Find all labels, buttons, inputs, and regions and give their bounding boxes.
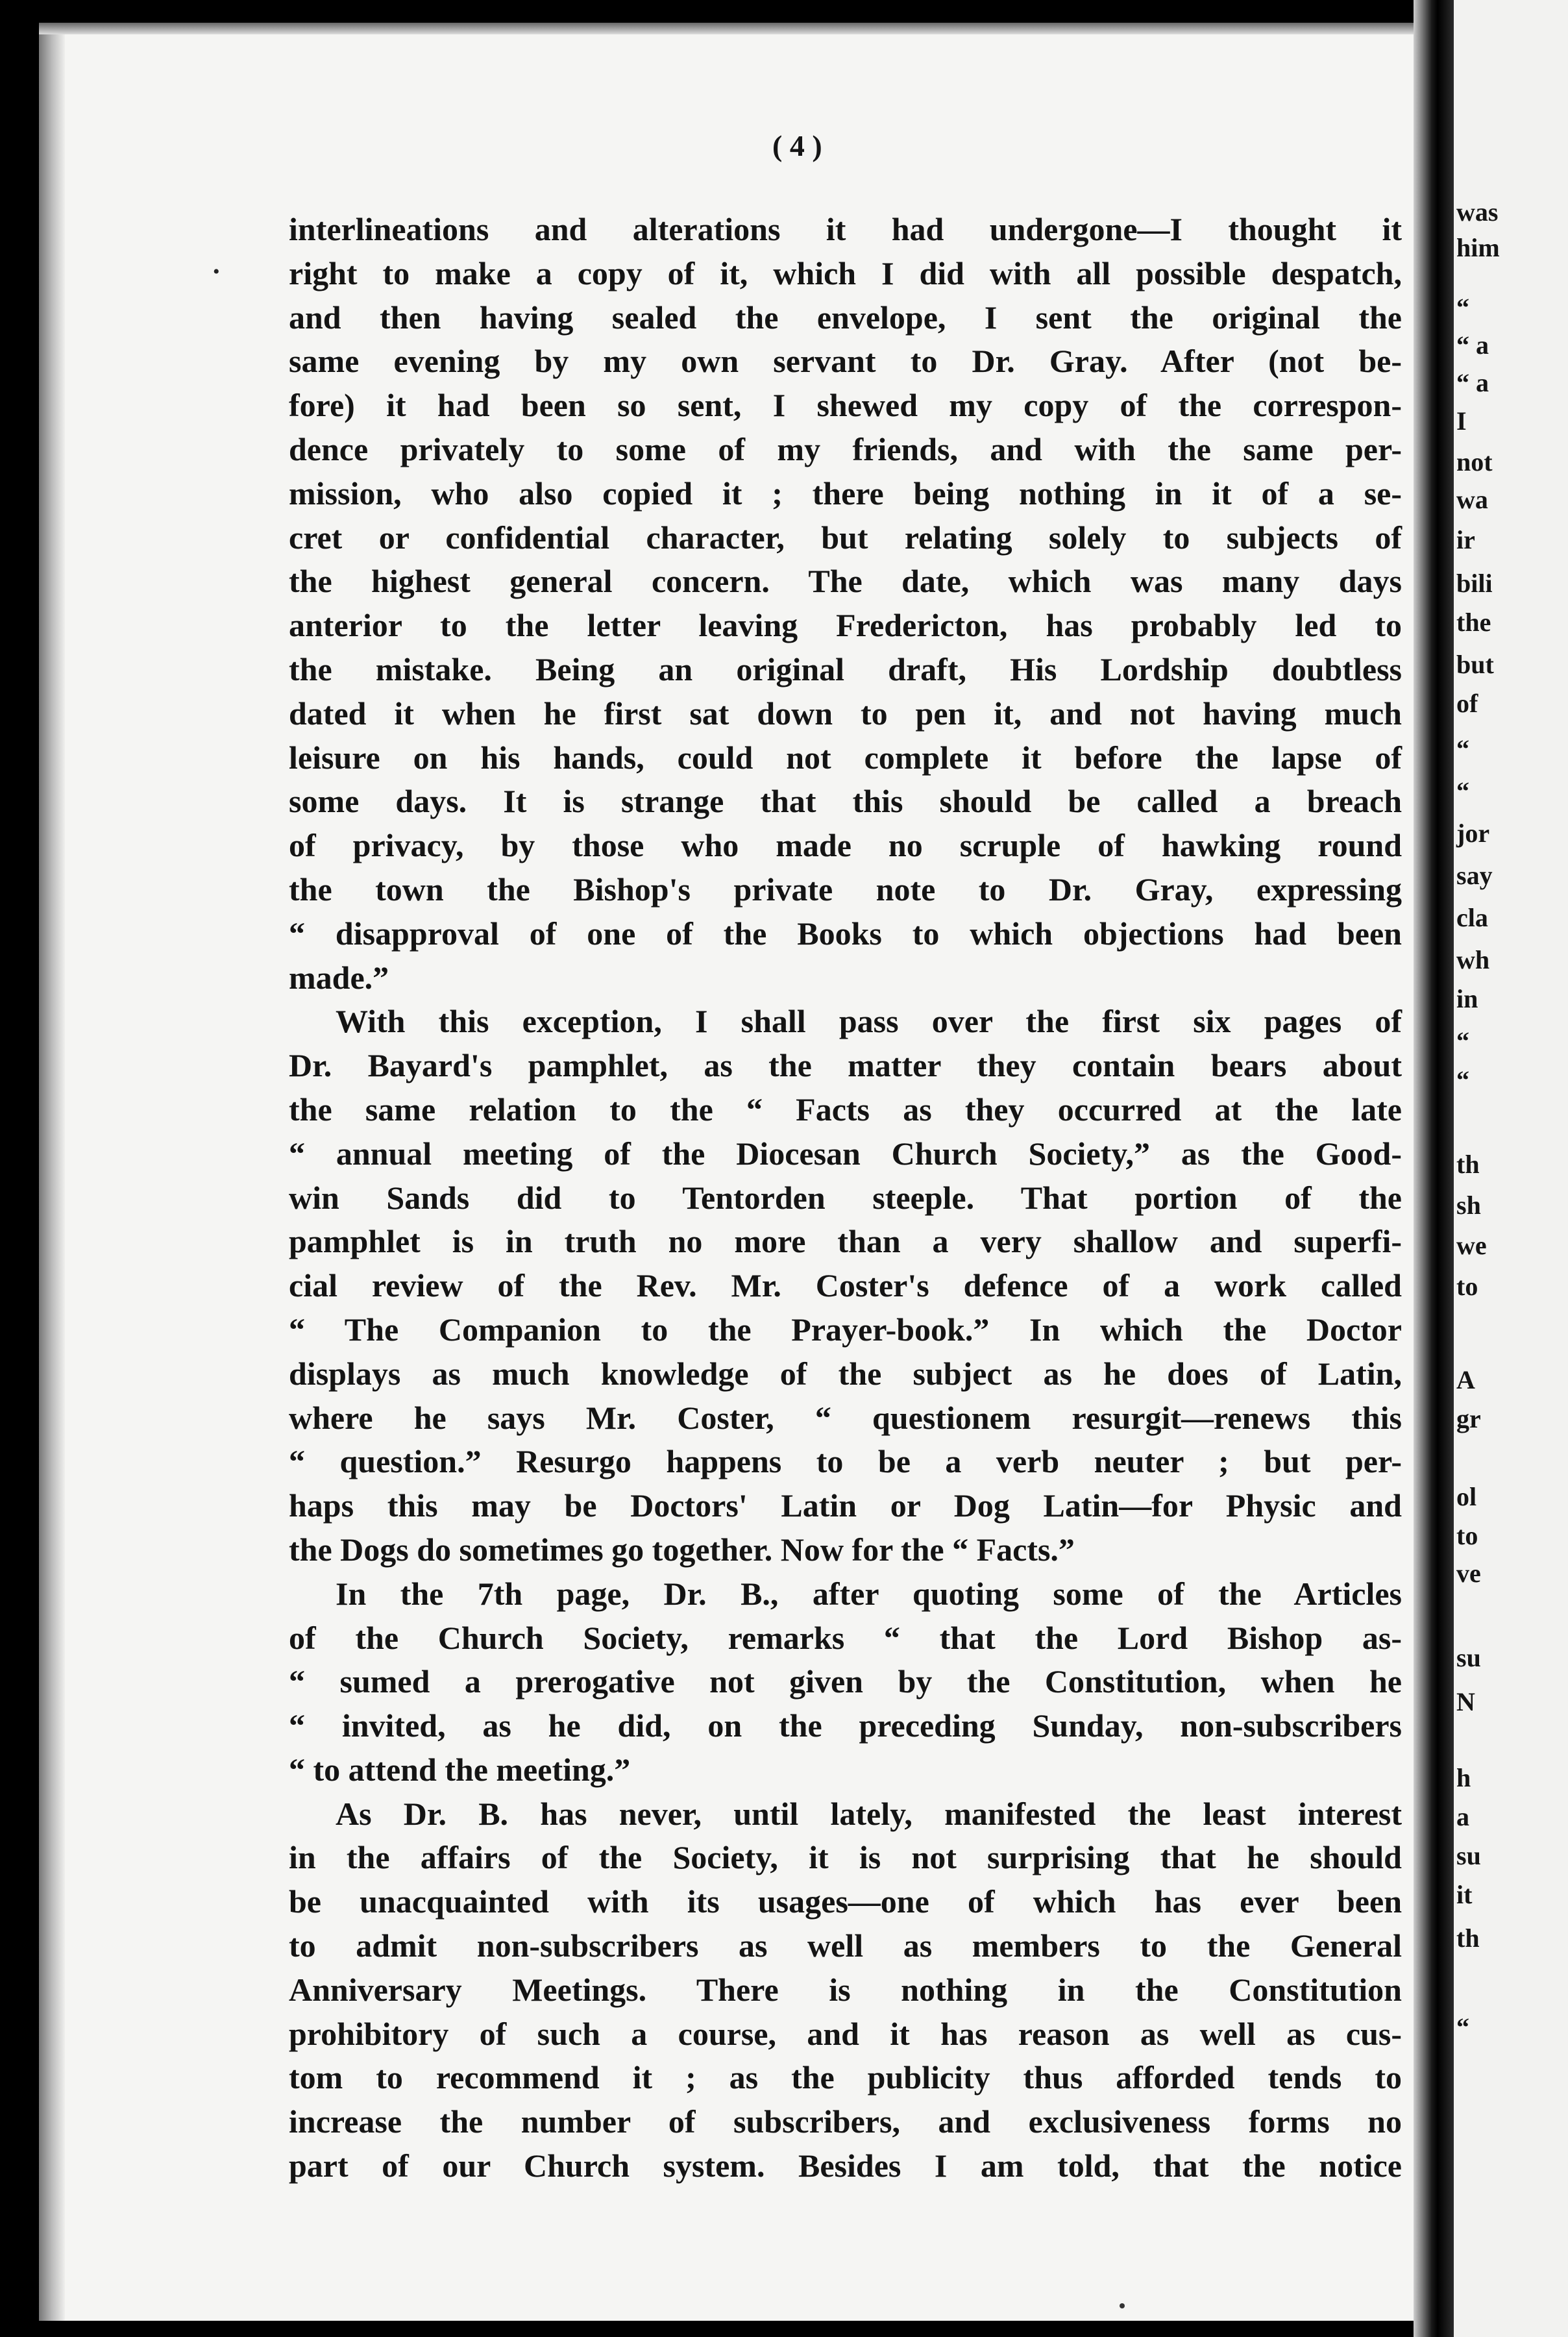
page-number: ( 4 ) — [772, 129, 822, 162]
text-line: fore) it had been so sent, I shewed my copy of the correspon- — [289, 387, 1402, 424]
facing-page-text: was — [1456, 197, 1499, 227]
facing-page-text: “ — [1456, 2012, 1469, 2042]
text-line: tom to recommend it ; as the publicity thus afforded tends to — [289, 2059, 1402, 2096]
text-line: be unacquainted with its usages—one of which has ever been — [289, 1883, 1402, 1920]
facing-page-text: “ a — [1456, 368, 1489, 397]
text-line: to admit non-subscribers as well as members to the General — [289, 1927, 1402, 1964]
book-gutter — [1414, 0, 1454, 2337]
facing-page-text: the — [1456, 608, 1491, 637]
text-line: dence privately to some of my friends, and with the same per- — [289, 430, 1402, 467]
text-line: increase the number of subscribers, and exclusiveness forms no — [289, 2103, 1402, 2140]
text-line: the highest general concern. The date, which was many days — [289, 563, 1402, 600]
facing-page-text: to — [1456, 1521, 1478, 1550]
facing-page-text: say — [1456, 861, 1493, 890]
text-line: displays as much knowledge of the subject as he does of Latin, — [289, 1355, 1402, 1392]
text-line: right to make a copy of it, which I did with all possible despatch, — [289, 254, 1402, 291]
text-line: pamphlet is in truth no more than a very shallow and superfi- — [289, 1223, 1402, 1260]
facing-page-text: gr — [1456, 1404, 1481, 1433]
text-line: and then having sealed the envelope, I sent the original the — [289, 299, 1402, 336]
text-line: made.” — [289, 959, 389, 996]
facing-page-text: bili — [1456, 569, 1493, 598]
text-line: “ invited, as he did, on the preceding Sunday, non-subscribers — [289, 1707, 1402, 1744]
text-line: As Dr. B. has never, until lately, manifested the least interest — [336, 1795, 1402, 1832]
text-line: In the 7th page, Dr. B., after quoting some of the Articles — [336, 1575, 1402, 1612]
facing-page-fragment — [1454, 0, 1568, 2337]
facing-page-text: but — [1456, 650, 1494, 679]
facing-page-text: to — [1456, 1272, 1478, 1301]
facing-page-text: him — [1456, 233, 1500, 262]
text-line: cial review of the Rev. Mr. Coster's defence of a work called — [289, 1267, 1402, 1304]
text-line: some days. It is strange that this should be called a breach — [289, 783, 1402, 820]
text-line: “ question.” Resurgo happens to be a verb neuter ; but per- — [289, 1443, 1402, 1480]
page-shadow-edge — [39, 23, 65, 2321]
text-line: interlineations and alterations it had undergone—I thought it — [289, 211, 1402, 247]
facing-page-text: “ — [1456, 776, 1469, 806]
text-line: where he says Mr. Coster, “ questionem resurgit—renews this — [289, 1399, 1402, 1436]
facing-page-text: in — [1456, 984, 1478, 1013]
text-line: “ The Companion to the Prayer-book.” In which the Doctor — [289, 1311, 1402, 1348]
text-line: of privacy, by those who made no scruple of hawking round — [289, 827, 1402, 864]
facing-page-text: a — [1456, 1802, 1469, 1831]
facing-page-text: jor — [1456, 819, 1490, 848]
text-line: same evening by my own servant to Dr. Gray. After (not be- — [289, 343, 1402, 380]
facing-page-text: ol — [1456, 1482, 1477, 1511]
facing-page-text: N — [1456, 1687, 1475, 1716]
facing-page-text: th — [1456, 1150, 1480, 1179]
facing-page-text: “ — [1456, 1065, 1469, 1094]
facing-page-text: “ a — [1456, 330, 1489, 360]
text-line: win Sands did to Tentorden steeple. That portion of the — [289, 1179, 1402, 1216]
text-line: “ sumed a prerogative not given by the Constitution, when he — [289, 1663, 1402, 1700]
text-line: of the Church Society, remarks “ that the Lord Bishop as- — [289, 1619, 1402, 1656]
text-line: Anniversary Meetings. There is nothing in the Constitution — [289, 1971, 1402, 2008]
text-line: part of our Church system. Besides I am told, that the notice — [289, 2147, 1402, 2184]
text-line: “ disapproval of one of the Books to which objections had been — [289, 915, 1402, 952]
text-line: the same relation to the “ Facts as they occurred at the late — [289, 1091, 1402, 1128]
facing-page-text: “ — [1456, 293, 1469, 322]
facing-page-text: “ — [1456, 734, 1469, 763]
text-line: haps this may be Doctors' Latin or Dog Latin—for Physic and — [289, 1487, 1402, 1524]
facing-page-text: of — [1456, 689, 1478, 718]
facing-page-text: wa — [1456, 485, 1488, 514]
facing-page-text: su — [1456, 1643, 1481, 1672]
facing-page-text: wh — [1456, 945, 1490, 974]
text-line: leisure on his hands, could not complete it before the lapse of — [289, 739, 1402, 776]
text-line: “ to attend the meeting.” — [289, 1751, 631, 1788]
text-line: the Dogs do sometimes go together. Now for the “ Facts.” — [289, 1531, 1075, 1568]
body-text — [289, 208, 1402, 2188]
facing-page-text: ir — [1456, 525, 1475, 554]
facing-page-text: th — [1456, 1923, 1480, 1953]
text-line: With this exception, I shall pass over the first six pages of — [336, 1003, 1402, 1040]
text-line: dated it when he first sat down to pen it, and not having much — [289, 695, 1402, 732]
margin-mark: • — [213, 261, 220, 282]
facing-page-text: it — [1456, 1880, 1473, 1909]
facing-page-text: we — [1456, 1231, 1487, 1260]
facing-page-text: not — [1456, 447, 1493, 476]
text-line: cret or confidential character, but relating solely to subjects of — [289, 519, 1402, 556]
text-line: in the affairs of the Society, it is not surprising that he should — [289, 1839, 1402, 1876]
facing-page-text: cla — [1456, 903, 1488, 932]
ink-speck — [1120, 2303, 1125, 2308]
text-line: the mistake. Being an original draft, His Lordship doubtless — [289, 650, 1402, 687]
facing-page-text: h — [1456, 1763, 1471, 1792]
text-line: prohibitory of such a course, and it has reason as well as cus- — [289, 2015, 1402, 2052]
facing-page-text: A — [1456, 1365, 1475, 1394]
facing-page-text: “ — [1456, 1026, 1469, 1056]
text-line: “ annual meeting of the Diocesan Church Society,” as the Good- — [289, 1135, 1402, 1172]
facing-page-text: su — [1456, 1841, 1481, 1870]
text-line: anterior to the letter leaving Fredericton, has probably led to — [289, 607, 1402, 644]
text-line: Dr. Bayard's pamphlet, as the matter they contain bears about — [289, 1047, 1402, 1084]
text-line: the town the Bishop's private note to Dr. Gray, expressing — [289, 871, 1402, 908]
page-top-edge — [39, 23, 1441, 34]
facing-page-text: ve — [1456, 1559, 1481, 1588]
text-line: mission, who also copied it ; there being nothing in it of a se- — [289, 475, 1402, 512]
facing-page-text: I — [1456, 406, 1467, 436]
facing-page-text: sh — [1456, 1191, 1481, 1220]
